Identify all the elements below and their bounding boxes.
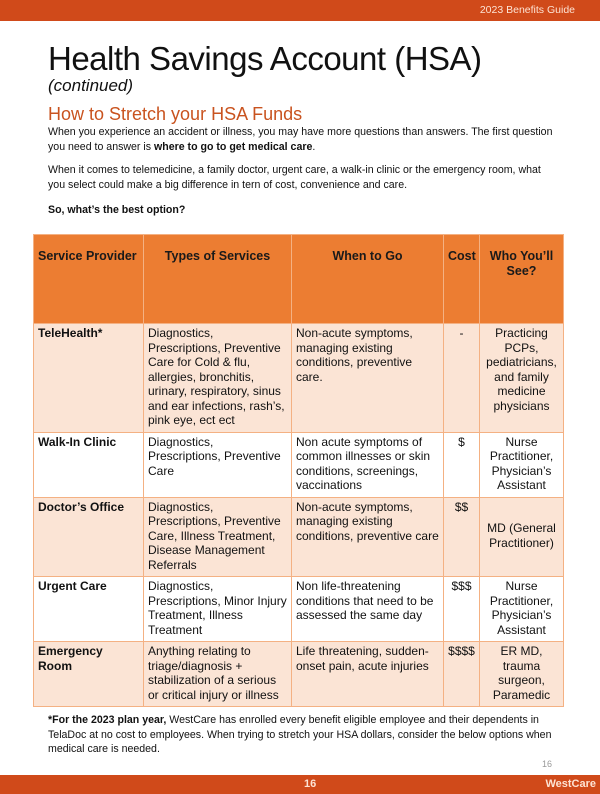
cell-services: Anything relating to triage/diagnosis + stabilization of a serious or critical injury or illness (144, 642, 292, 707)
intro-end: . (312, 141, 316, 153)
cell-cost: $$$ (444, 577, 480, 642)
cell-services: Diagnostics, Prescriptions, Preventive Care, Illness Treatment, Disease Management Referrals (144, 497, 292, 577)
cell-when: Non life-threatening conditions that need to be assessed the same day (292, 577, 444, 642)
header-when-to-go: When to Go (292, 235, 444, 324)
cell-provider: Urgent Care (34, 577, 144, 642)
cell-who: ER MD, trauma surgeon, Paramedic (480, 642, 564, 707)
cell-when: Non-acute symptoms, managing existing conditions, preventive care (292, 497, 444, 577)
cell-provider: Walk-In Clinic (34, 432, 144, 497)
cell-cost: $$$$ (444, 642, 480, 707)
table-row (34, 432, 564, 497)
footer-bar (0, 775, 600, 794)
header-cost: Cost (444, 235, 480, 324)
cell-when: Non acute symptoms of common illnesses or skin conditions, screenings, vaccinations (292, 432, 444, 497)
table-row (34, 577, 564, 642)
section-heading: How to Stretch your HSA Funds (48, 104, 303, 124)
cell-provider: TeleHealth* (34, 324, 144, 433)
footer-page-number: 16 (304, 777, 317, 790)
continued-note: (continued) (48, 76, 134, 95)
footer-brand: WestCare (545, 777, 596, 790)
header-service-provider: Service Provider (34, 235, 144, 324)
page-number-small: 16 (541, 758, 552, 769)
cell-provider: Emergency Room (34, 642, 144, 707)
intro-paragraph-2: When it comes to telemedicine, a family doctor, urgent care, a walk-in clinic or the emergency room, what you select could make a big difference in tern of cost, convenience and care. (48, 164, 541, 191)
table-row (34, 324, 564, 433)
table-row (34, 497, 564, 577)
cell-who: MD (General Practitioner) (480, 497, 564, 577)
cell-provider: Doctor’s Office (34, 497, 144, 577)
cell-who: Practicing PCPs, pediatricians, and family medicine physicians (480, 324, 564, 433)
cell-cost: - (444, 324, 480, 433)
footnote-bold: *For the 2023 plan year, (48, 714, 167, 726)
cell-when: Non-acute symptoms, managing existing conditions, preventive care. (292, 324, 444, 433)
header-types-of-services: Types of Services (144, 235, 292, 324)
cell-cost: $ (444, 432, 480, 497)
cell-services: Diagnostics, Prescriptions, Minor Injury Treatment, Illness Treatment (144, 577, 292, 642)
cell-services: Diagnostics, Prescriptions, Preventive Care for Cold & flu, allergies, bronchitis, urinary, respiratory, sinus and ear infections, rash’s, pink eye, ect ect (144, 324, 292, 433)
footnote-text: WestCare has enrolled every benefit eligible employee and their dependents in TelaDoc at no cost to employees. When trying to stretch your HSA dollars, consider the below options when medical care is needed. (48, 714, 552, 755)
best-option-question: So, what’s the best option? (48, 204, 186, 216)
intro-text: When you experience an accident or illness, you may have more questions than answers. The first question you need to answer is (48, 126, 553, 153)
guide-label: 2023 Benefits Guide (479, 4, 575, 16)
cell-who: Nurse Practitioner, Physician’s Assistant (480, 432, 564, 497)
header-who-youll-see: Who You’ll See? (480, 235, 564, 324)
table-row (34, 642, 564, 707)
cell-services: Diagnostics, Prescriptions, Preventive Care (144, 432, 292, 497)
page-title: Health Savings Account (HSA) (48, 40, 482, 77)
footnote (48, 713, 558, 757)
provider-comparison-table (33, 234, 564, 707)
cell-who: Nurse Practitioner, Physician’s Assistant (480, 577, 564, 642)
cell-cost: $$ (444, 497, 480, 577)
intro-bold: where to go to get medical care (154, 141, 313, 153)
table-header-row (34, 235, 564, 324)
cell-when: Life threatening, sudden-onset pain, acute injuries (292, 642, 444, 707)
